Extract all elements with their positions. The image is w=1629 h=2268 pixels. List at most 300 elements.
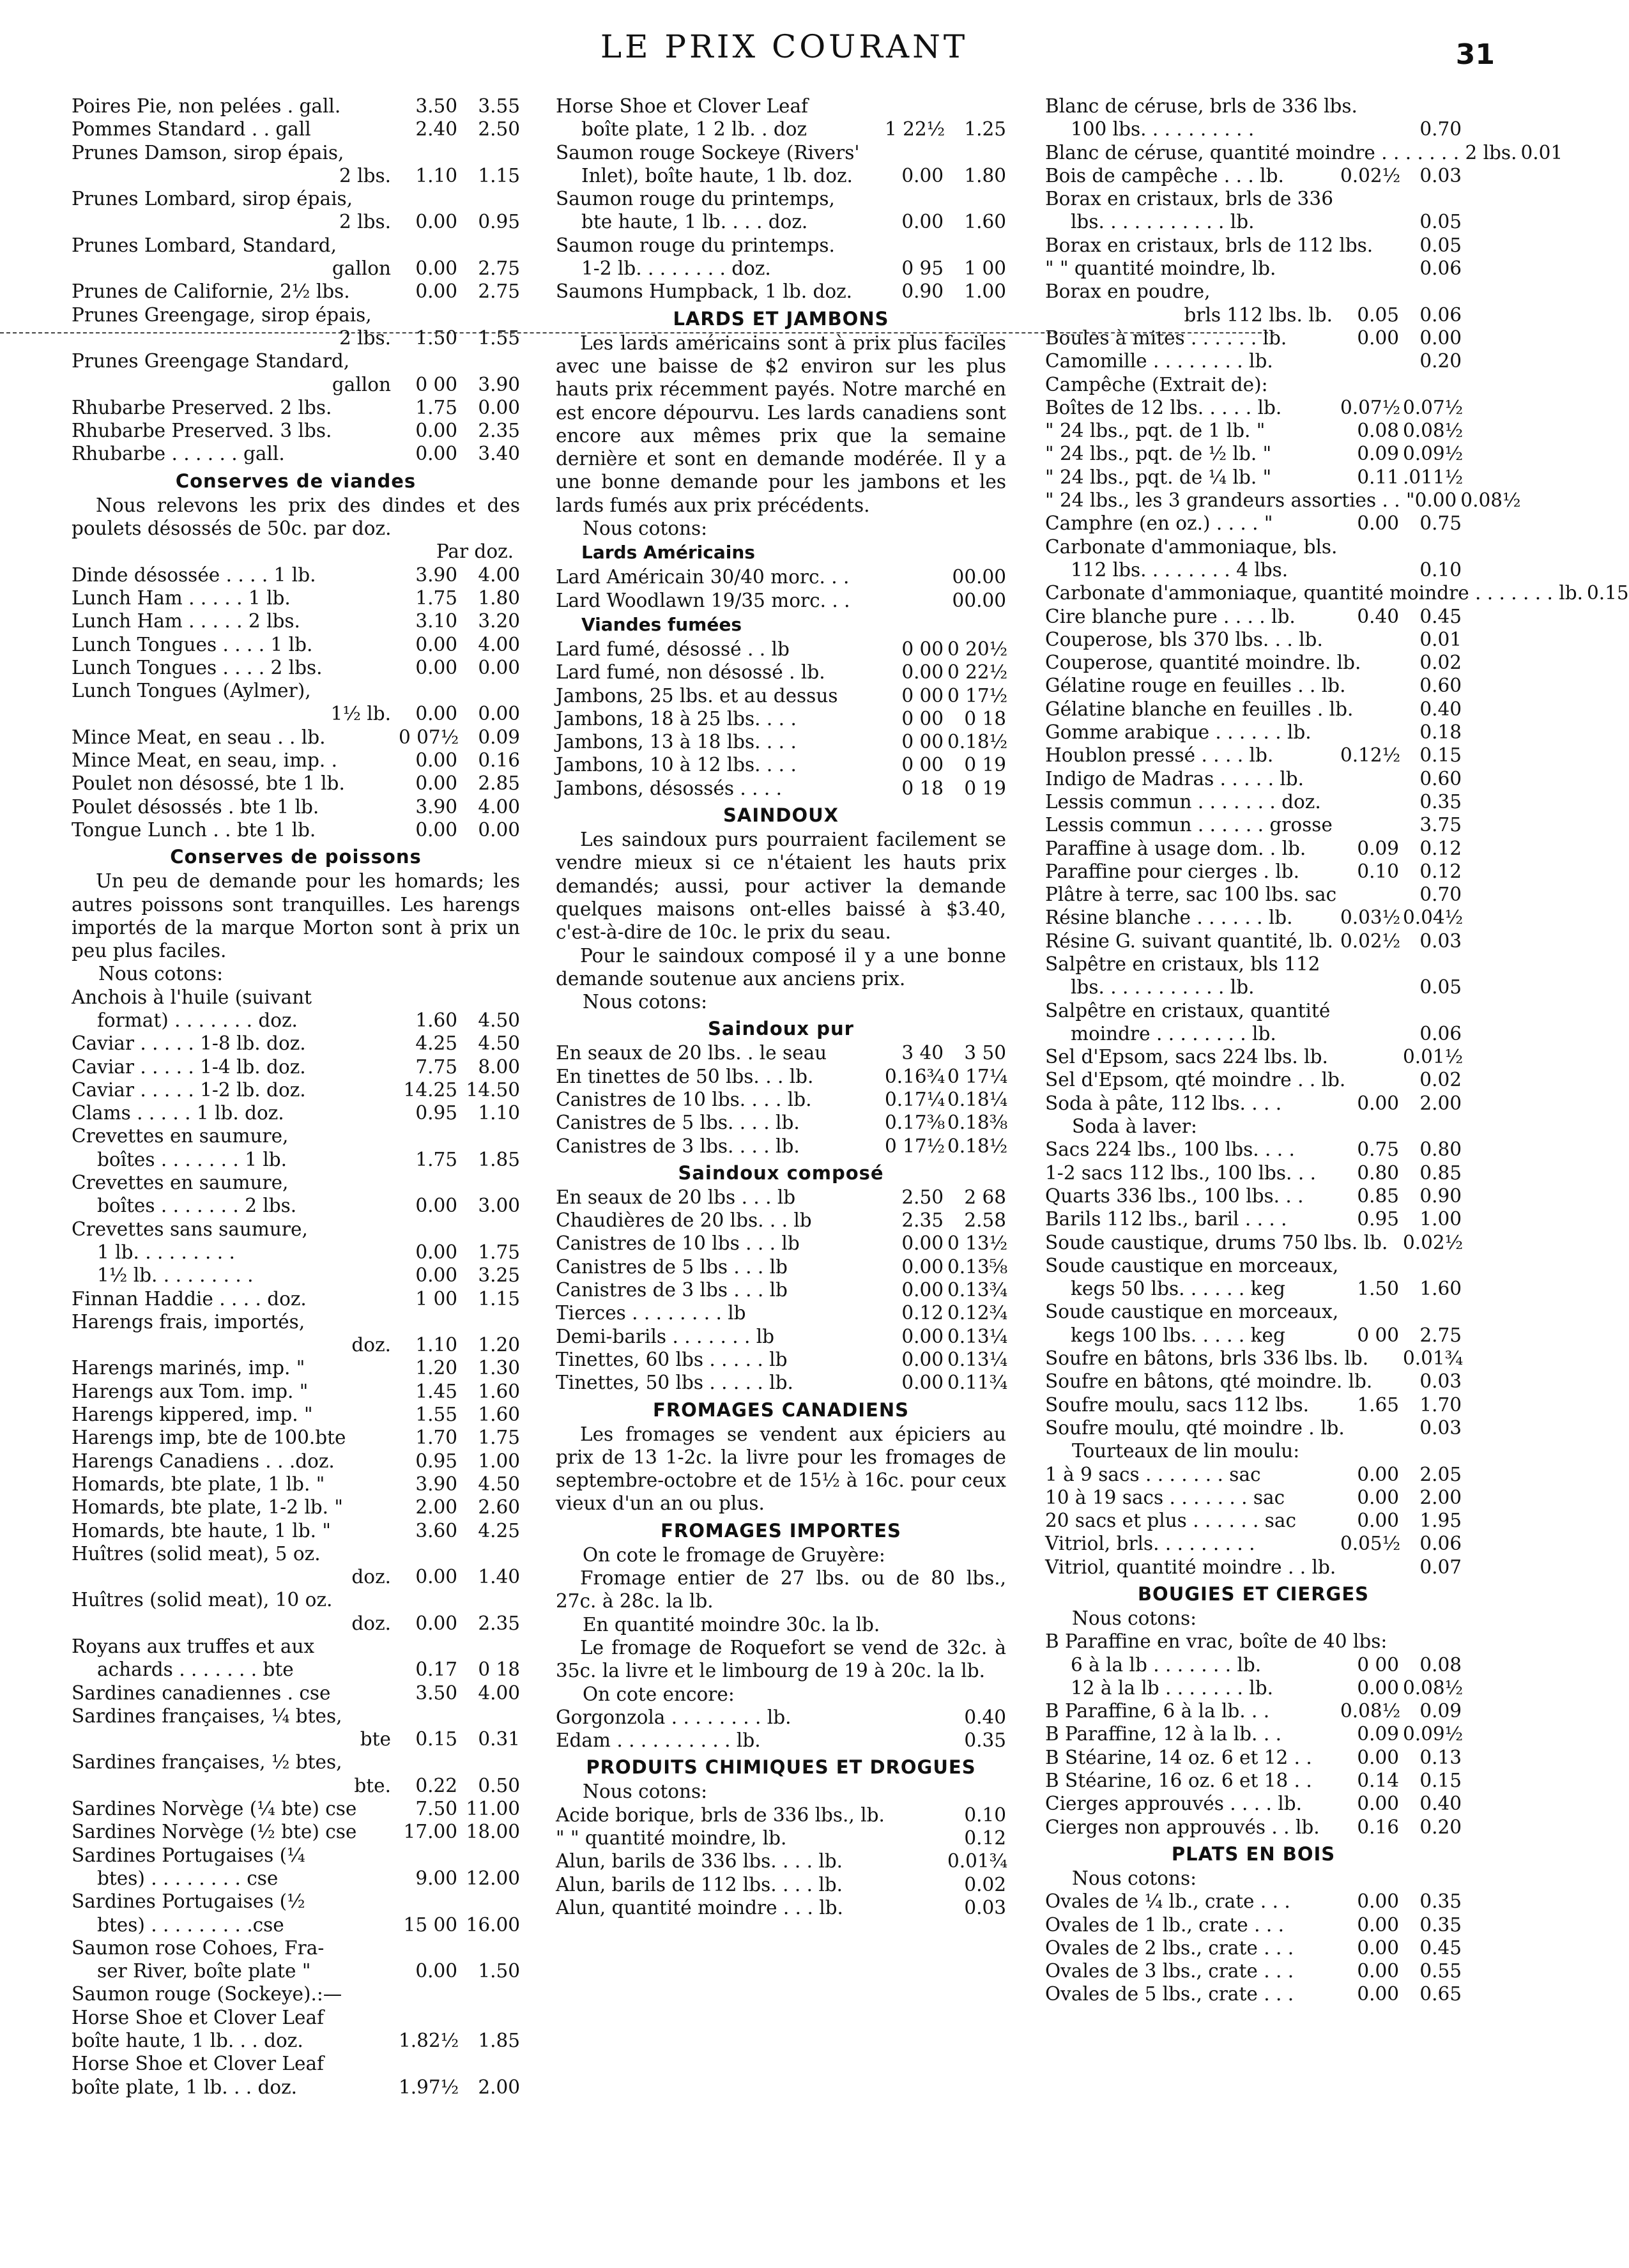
price-low: 0.00 xyxy=(415,1195,457,1217)
price-low: 0 00 xyxy=(901,754,944,776)
price-row xyxy=(556,565,1006,588)
fromages-importes-text-4: Le fromage de Roquefort se vend de 32c. à 35c. la livre et le limbourg de 19 à 20c. la lb. xyxy=(556,1636,1006,1682)
price-high: 3.00 xyxy=(478,1195,520,1217)
item-label: Lunch Tongues . . . . 1 lb. xyxy=(72,633,313,655)
price-row xyxy=(72,1124,520,1147)
price-high: 0.02½ xyxy=(1403,1231,1464,1253)
item-label: Boules à mites . . . . . . lb. xyxy=(1045,326,1287,349)
price-high: 1.10 xyxy=(478,1102,520,1124)
price-row xyxy=(1045,95,1462,118)
price-row xyxy=(1045,837,1462,860)
price-row xyxy=(72,1519,520,1542)
price-low: 9.00 xyxy=(415,1867,457,1889)
price-low: 0.00 xyxy=(1357,326,1399,349)
item-label: Crevettes sans saumure, xyxy=(72,1218,308,1240)
price-high: 3.90 xyxy=(478,373,520,395)
price-row xyxy=(72,1356,520,1379)
price-row xyxy=(556,1278,1006,1301)
price-high: 0.00 xyxy=(478,656,520,678)
price-high: 0.35 xyxy=(964,1729,1006,1752)
price-high: 0.10 xyxy=(964,1804,1006,1826)
price-row xyxy=(72,1959,520,1982)
item-label: Rhubarbe Preserved. 3 lbs. xyxy=(72,420,332,442)
item-label: doz. xyxy=(351,1612,391,1634)
poissons-intro: Un peu de demande pour les homards; les autres poissons sont tranquilles. Les harengs importés de la marque Morton sont à prix un peu plus faciles. xyxy=(72,870,520,962)
price-row xyxy=(1045,466,1462,489)
price-low: 3.90 xyxy=(415,795,457,818)
price-row xyxy=(1045,1532,1462,1555)
price-row xyxy=(1045,1746,1462,1769)
price-low: 0.02½ xyxy=(1340,164,1401,187)
item-label: Lard fumé, non désossé . lb. xyxy=(556,661,825,684)
price-high: 0.01½ xyxy=(1403,1046,1464,1068)
price-low: 3.90 xyxy=(415,563,457,586)
price-low: 0 18 xyxy=(901,777,944,799)
item-label: " 24 lbs., pqt. de ¼ lb. " xyxy=(1045,466,1272,488)
price-high: 0.80 xyxy=(1419,1138,1462,1161)
fromages-list xyxy=(556,1706,1006,1752)
price-low: 0.00 xyxy=(415,749,457,772)
plats-list xyxy=(1045,1890,1462,2005)
item-label: Soufre en bâtons, brls 336 lbs. lb. xyxy=(1045,1347,1369,1370)
item-label: Royans aux truffes et aux xyxy=(72,1636,315,1657)
price-high: 1.00 xyxy=(478,1450,520,1472)
price-row xyxy=(1045,674,1462,697)
price-high: 1.60 xyxy=(1419,1278,1462,1300)
item-label: Clams . . . . . 1 lb. doz. xyxy=(72,1102,284,1124)
item-label: Salpêtre en cristaux, bls 112 xyxy=(1045,953,1320,975)
price-low: 0 95 xyxy=(901,257,944,280)
price-high: 14.50 xyxy=(466,1078,520,1101)
price-high: 0.08 xyxy=(1419,1653,1462,1676)
price-row xyxy=(1045,1138,1462,1161)
item-label: Rhubarbe . . . . . . gall. xyxy=(72,443,285,465)
item-label: Saumon rouge du printemps. xyxy=(556,234,835,256)
price-high: 0.00 xyxy=(478,703,520,725)
price-row xyxy=(72,1241,520,1264)
price-low: 0.00 xyxy=(901,211,944,233)
price-low: 0.00 xyxy=(901,1348,944,1370)
price-row xyxy=(72,1218,520,1241)
price-high: 0.04½ xyxy=(1403,907,1464,929)
price-row xyxy=(72,1287,520,1310)
price-low: 1.75 xyxy=(415,1148,457,1170)
price-row xyxy=(1045,767,1462,790)
item-label: Paraffine à usage dom. . lb. xyxy=(1045,837,1306,859)
item-label: B Paraffine en vrac, boîte de 40 lbs: xyxy=(1045,1630,1388,1653)
item-label: 1½ lb. xyxy=(330,703,391,725)
price-low: 0.12 xyxy=(901,1302,944,1324)
item-label: Alun, quantité moindre . . . lb. xyxy=(556,1896,843,1919)
price-high: 1.80 xyxy=(964,164,1006,187)
price-row xyxy=(72,1032,520,1055)
price-low: 1.10 xyxy=(415,1334,457,1356)
item-label: Sardines Portugaises (¼ xyxy=(72,1844,305,1866)
lards-text: Les lards américains sont à prix plus faciles avec une baisse de $2 environ sur les plus hauts prix récemment payés. Notre marché en est encore dépourvu. Les lards canadiens sont encore aux mêmes prix que la semaine dernière et sont en demande modérée. Il y a une bonne demande pour les jambons et les lards fumés aux prix précédents. xyxy=(556,332,1006,516)
item-label: Harengs marinés, imp. " xyxy=(72,1357,305,1379)
price-low: 2.00 xyxy=(415,1496,457,1519)
price-high: 1.85 xyxy=(478,1148,520,1170)
price-row xyxy=(72,1055,520,1078)
item-label: moindre . . . . . . . . lb. xyxy=(1071,1022,1276,1045)
price-high: 0 22½ xyxy=(947,661,1008,684)
price-row xyxy=(72,609,520,632)
item-label: bte. xyxy=(354,1774,391,1797)
saindoux-compose-list xyxy=(556,1186,1006,1395)
price-row xyxy=(72,1148,520,1171)
price-row xyxy=(1045,1630,1462,1653)
price-low: 0.00 xyxy=(415,1264,457,1287)
price-high: 4.00 xyxy=(478,795,520,818)
price-high: 0 19 xyxy=(964,754,1006,776)
item-label: Saumon rose Cohoes, Fra- xyxy=(72,1936,325,1959)
price-low: 3.60 xyxy=(415,1519,457,1542)
price-row xyxy=(72,586,520,609)
item-label: kegs 50 lbs. . . . . . keg xyxy=(1071,1278,1285,1300)
price-low: 0.00 xyxy=(415,443,457,465)
price-low: 0.00 xyxy=(415,1612,457,1634)
price-high: 4.00 xyxy=(478,1682,520,1704)
lards-americains-list xyxy=(556,565,1006,612)
price-high: 3.40 xyxy=(478,443,520,465)
bougies-list xyxy=(1045,1630,1462,1839)
price-low: 0.00 xyxy=(1357,1463,1399,1485)
price-low: 0.17 xyxy=(415,1659,457,1681)
price-row xyxy=(1045,1982,1462,2005)
item-label: Jambons, 13 à 18 lbs. . . . xyxy=(556,731,797,753)
item-label: En tinettes de 50 lbs. . . lb. xyxy=(556,1065,814,1087)
price-row xyxy=(1045,1207,1462,1230)
price-high: .011½ xyxy=(1403,466,1464,488)
price-low: 7.50 xyxy=(415,1798,457,1820)
price-high: 1.00 xyxy=(964,280,1006,303)
price-low: 0.00 xyxy=(901,1325,944,1347)
price-high: 0.13 xyxy=(1419,1746,1462,1768)
price-high: 0.75 xyxy=(1419,512,1462,535)
price-row xyxy=(1045,1890,1462,1913)
price-row xyxy=(72,1473,520,1496)
price-high: 0.15 xyxy=(1419,1770,1462,1792)
price-high: 0.05 xyxy=(1419,211,1462,233)
price-low: 0 07½ xyxy=(399,726,459,748)
price-row xyxy=(556,1873,1006,1896)
price-high: 0.40 xyxy=(1419,1793,1462,1815)
item-label: Chaudières de 20 lbs. . . lb xyxy=(556,1209,812,1232)
subheading-saindoux-pur: Saindoux pur xyxy=(708,1018,854,1040)
item-label: Caviar . . . . . 1-4 lb. doz. xyxy=(72,1055,306,1078)
item-label: Jambons, 10 à 12 lbs. . . . xyxy=(556,754,797,776)
price-low: 17.00 xyxy=(403,1821,457,1843)
item-label: 2 lbs. xyxy=(339,164,391,187)
item-label: Homards, bte haute, 1 lb. " xyxy=(72,1519,331,1542)
item-label: Homards, bte plate, 1 lb. " xyxy=(72,1473,325,1495)
price-row xyxy=(556,1325,1006,1348)
price-low: 0.00 xyxy=(901,661,944,684)
price-high: 12.00 xyxy=(466,1867,520,1889)
saindoux-text-1: Les saindoux purs pourraient facilement se vendre mieux si ce n'étaient les hauts prix demandés; aussi, pour activer la demande quelques maisons ont-elles baissé à $3.40, c'est-à-dire de 10c. le prix du seau. xyxy=(556,829,1006,944)
price-high: 0.60 xyxy=(1419,675,1462,697)
price-row xyxy=(1045,1769,1462,1792)
item-label: " " quantité moindre, lb. xyxy=(1045,257,1276,280)
item-label: B Stéarine, 14 oz. 6 et 12 . . xyxy=(1045,1746,1312,1768)
price-row xyxy=(1045,605,1462,628)
price-row xyxy=(1045,1393,1462,1416)
section-heading-produits-chimiques: PRODUITS CHIMIQUES ET DROGUES xyxy=(586,1756,976,1779)
price-row xyxy=(72,818,520,841)
price-high: 0.06 xyxy=(1419,303,1462,326)
price-row xyxy=(1045,1722,1462,1745)
item-label: Sardines Portugaises (½ xyxy=(72,1890,305,1913)
price-high: 2.85 xyxy=(478,772,520,795)
price-high: 3.75 xyxy=(1419,814,1462,836)
price-row xyxy=(72,257,520,280)
price-row xyxy=(556,118,1006,141)
price-row xyxy=(1045,1959,1462,1982)
item-label: Résine blanche . . . . . . lb. xyxy=(1045,907,1293,929)
price-low: 1.75 xyxy=(415,396,457,418)
price-high: 0.00 xyxy=(478,818,520,841)
price-low: 0.16¾ xyxy=(885,1065,945,1087)
price-high: 2.75 xyxy=(478,280,520,303)
price-row xyxy=(1045,883,1462,906)
price-low: 3.90 xyxy=(415,1473,457,1495)
price-row xyxy=(1045,813,1462,836)
item-label: Salpêtre en cristaux, quantité xyxy=(1045,999,1331,1022)
item-label: Canistres de 5 lbs . . . lb xyxy=(556,1255,788,1278)
price-low: 0.00 xyxy=(1357,1746,1399,1768)
price-low: 0 00 xyxy=(1357,1324,1399,1346)
item-label: Tongue Lunch . . bte 1 lb. xyxy=(72,818,316,841)
price-low: 0 00 xyxy=(901,731,944,753)
price-row xyxy=(1045,303,1462,326)
item-label: format) . . . . . . . doz. xyxy=(97,1009,298,1031)
price-row xyxy=(72,1101,520,1124)
fromages-canadiens-text: Les fromages se vendent aux épiciers au prix de 13 1-2c. la livre pour les fromages de septembre-octobre et de 15½ à 16c. pour ceux vieux d'un an ou plus. xyxy=(556,1423,1006,1515)
price-low: 1.50 xyxy=(415,326,457,349)
item-label: Crevettes en saumure, xyxy=(72,1125,289,1147)
section-heading-bougies: BOUGIES ET CIERGES xyxy=(1137,1583,1370,1605)
item-label: Harengs kippered, imp. " xyxy=(72,1404,313,1426)
item-label: Gélatine blanche en feuilles . lb. xyxy=(1045,698,1354,720)
price-high: 0.06 xyxy=(1419,1022,1462,1045)
price-high: 2.00 xyxy=(478,2076,520,2098)
price-row xyxy=(72,1009,520,1032)
price-row xyxy=(1045,257,1462,280)
price-low: 0.03½ xyxy=(1340,907,1401,929)
section-heading-plats: PLATS EN BOIS xyxy=(1171,1843,1336,1865)
price-low: 0.08 xyxy=(1357,420,1399,442)
price-row xyxy=(556,95,1006,118)
item-label: 1 lb. . . . . . . . . xyxy=(97,1241,235,1263)
price-row xyxy=(556,1348,1006,1371)
price-high: 0.35 xyxy=(1419,1890,1462,1913)
price-low: 0.22 xyxy=(415,1774,457,1797)
item-label: Mince Meat, en seau . . lb. xyxy=(72,726,326,748)
item-label: Huîtres (solid meat), 10 oz. xyxy=(72,1589,333,1611)
item-label: B Stéarine, 16 oz. 6 et 18 . . xyxy=(1045,1770,1312,1792)
item-label: Edam . . . . . . . . . . lb. xyxy=(556,1729,761,1752)
nous-cotons-label: Nous cotons: xyxy=(583,517,708,540)
price-high: 1.60 xyxy=(478,1404,520,1426)
price-high: 0.40 xyxy=(964,1706,1006,1728)
price-low: 0.00 xyxy=(1357,1510,1399,1532)
item-label: " 24 lbs., pqt. de ½ lb. " xyxy=(1045,443,1272,465)
price-row xyxy=(1045,906,1462,929)
price-row xyxy=(556,1729,1006,1752)
price-row xyxy=(556,661,1006,684)
item-label: Poulet désossés . bte 1 lb. xyxy=(72,795,319,818)
price-row xyxy=(556,210,1006,233)
price-low: 0.00 xyxy=(901,164,944,187)
item-label: Carbonate d'ammoniaque, bls. xyxy=(1045,535,1338,558)
price-low: 1.55 xyxy=(415,1404,457,1426)
price-high: 0 19 xyxy=(964,777,1006,799)
price-row xyxy=(1045,628,1462,651)
price-high: 0.13⅝ xyxy=(947,1255,1008,1278)
price-high: 1.40 xyxy=(478,1566,520,1588)
price-high: 0.65 xyxy=(1419,1983,1462,2005)
price-row xyxy=(1045,1913,1462,1936)
price-row xyxy=(1045,651,1462,674)
item-label: Crevettes en saumure, xyxy=(72,1172,289,1194)
price-low: 0.07½ xyxy=(1340,396,1401,418)
price-row xyxy=(72,1171,520,1194)
price-row xyxy=(1045,860,1462,883)
price-high: 0.02 xyxy=(1419,652,1462,674)
price-row xyxy=(556,234,1006,257)
item-label: Canistres de 10 lbs. . . . lb. xyxy=(556,1088,812,1110)
price-high: 2 68 xyxy=(964,1186,1006,1208)
price-row xyxy=(72,2076,520,2099)
price-low: 1.97½ xyxy=(399,2076,459,2098)
price-high: 3 50 xyxy=(964,1042,1006,1064)
price-low: 3.50 xyxy=(415,95,457,117)
item-label: Finnan Haddie . . . . doz. xyxy=(72,1287,307,1310)
price-high: 0.03 xyxy=(1419,1416,1462,1439)
item-label: Jambons, désossés . . . . xyxy=(556,777,783,799)
price-high: 0.12 xyxy=(1419,837,1462,859)
price-row xyxy=(1045,1092,1462,1115)
price-high: 0.35 xyxy=(1419,790,1462,813)
on-cote-encore-label: On cote encore: xyxy=(583,1683,735,1705)
nous-cotons-label: Nous cotons: xyxy=(583,1781,708,1803)
price-high: 0.18¼ xyxy=(947,1088,1008,1110)
price-row xyxy=(72,1844,520,1867)
price-row xyxy=(1045,1653,1462,1676)
price-low: 0.00 xyxy=(415,818,457,841)
price-high: 0.20 xyxy=(1419,1816,1462,1838)
price-high: 0.18⅜ xyxy=(947,1112,1008,1134)
item-label: Sardines Norvège (¼ bte) cse xyxy=(72,1798,357,1820)
price-row xyxy=(1045,326,1462,349)
price-high: 0 18 xyxy=(478,1659,520,1681)
item-label: Prunes Damson, sirop épais, xyxy=(72,141,344,164)
price-high: 0.11¾ xyxy=(947,1372,1008,1394)
price-row xyxy=(72,1078,520,1101)
price-row xyxy=(1045,1416,1462,1439)
price-high: 0.12¾ xyxy=(947,1302,1008,1324)
viandes-list xyxy=(72,563,520,842)
price-low: 0.80 xyxy=(1357,1161,1399,1184)
price-low: 1.60 xyxy=(415,1009,457,1031)
price-row xyxy=(556,1041,1006,1064)
price-row xyxy=(72,1450,520,1473)
item-label: Caviar . . . . . 1-2 lb. doz. xyxy=(72,1078,306,1101)
price-row xyxy=(556,1896,1006,1919)
price-low: 0.14 xyxy=(1357,1770,1399,1792)
item-label: Lard Américain 30/40 morc. . . xyxy=(556,566,850,588)
item-label: Dinde désossée . . . . 1 lb. xyxy=(72,563,316,586)
price-row xyxy=(1045,234,1462,257)
price-high: 0 17¼ xyxy=(947,1065,1008,1087)
item-label: Saumon rouge (Sockeye).:— xyxy=(72,1983,342,2005)
price-high: 0.03 xyxy=(1419,1370,1462,1393)
price-high: 4.50 xyxy=(478,1473,520,1495)
price-low: 0.17⅜ xyxy=(885,1112,945,1134)
price-row xyxy=(72,1542,520,1565)
item-label: " 24 lbs., les 3 grandeurs assorties . . " xyxy=(1045,489,1415,512)
price-row xyxy=(1045,953,1462,976)
price-high: 0.06 xyxy=(1419,257,1462,280)
nous-cotons-label: Nous cotons: xyxy=(1072,1607,1197,1629)
price-high: 1.80 xyxy=(478,586,520,609)
price-low: 0 00 xyxy=(901,707,944,730)
price-row xyxy=(72,1658,520,1681)
price-low: 4.25 xyxy=(415,1032,457,1055)
price-row xyxy=(72,1774,520,1797)
price-row xyxy=(1045,349,1462,372)
item-label: 1-2 lb. . . . . . . . doz. xyxy=(581,257,771,280)
item-label: Anchois à l'huile (suivant xyxy=(72,986,312,1008)
item-label: Borax en cristaux, brls de 336 xyxy=(1045,188,1333,210)
item-label: Sel d'Epsom, sacs 224 lbs. lb. xyxy=(1045,1046,1328,1068)
subheading-tourteaux: Tourteaux de lin moulu: xyxy=(1072,1440,1300,1462)
column-1 xyxy=(72,95,520,2099)
price-row xyxy=(72,1565,520,1588)
price-high: 0.20 xyxy=(1419,350,1462,372)
item-label: Jambons, 18 à 25 lbs. . . . xyxy=(556,707,797,730)
item-label: btes) . . . . . . . . .cse xyxy=(97,1913,284,1936)
section-heading-fromages-importes: FROMAGES IMPORTES xyxy=(661,1519,901,1542)
price-row xyxy=(556,1065,1006,1088)
price-low: 0.00 xyxy=(415,633,457,655)
price-low: 0.00 xyxy=(1357,1890,1399,1913)
price-row xyxy=(1045,1816,1462,1839)
price-low: 3.10 xyxy=(415,610,457,632)
price-high: 2.75 xyxy=(478,257,520,280)
item-label: Acide borique, brls de 336 lbs., lb. xyxy=(556,1804,885,1826)
item-label: Prunes Greengage, sirop épais, xyxy=(72,303,372,326)
price-row xyxy=(1045,999,1462,1022)
price-low: 0.15 xyxy=(415,1728,457,1751)
price-row xyxy=(72,210,520,233)
price-low: 0.00 xyxy=(1357,1936,1399,1959)
price-row xyxy=(1045,1231,1462,1254)
price-row xyxy=(1045,1486,1462,1509)
nous-cotons-label: Nous cotons: xyxy=(1072,1867,1197,1889)
price-row xyxy=(1045,419,1462,442)
price-high: 1.75 xyxy=(478,1241,520,1263)
price-row xyxy=(72,1333,520,1356)
price-low: 1.82½ xyxy=(399,2030,459,2052)
price-low: 0.95 xyxy=(415,1102,457,1124)
item-label: boîte haute, 1 lb. . . doz. xyxy=(72,2030,303,2052)
price-row xyxy=(1045,164,1462,187)
item-label: achards . . . . . . . bte xyxy=(97,1659,294,1681)
price-high: 0.45 xyxy=(1419,1936,1462,1959)
item-label: Tinettes, 60 lbs . . . . . lb xyxy=(556,1348,788,1370)
item-label: Carbonate d'ammoniaque, quantité moindre . . . . . . . lb. xyxy=(1045,582,1584,604)
